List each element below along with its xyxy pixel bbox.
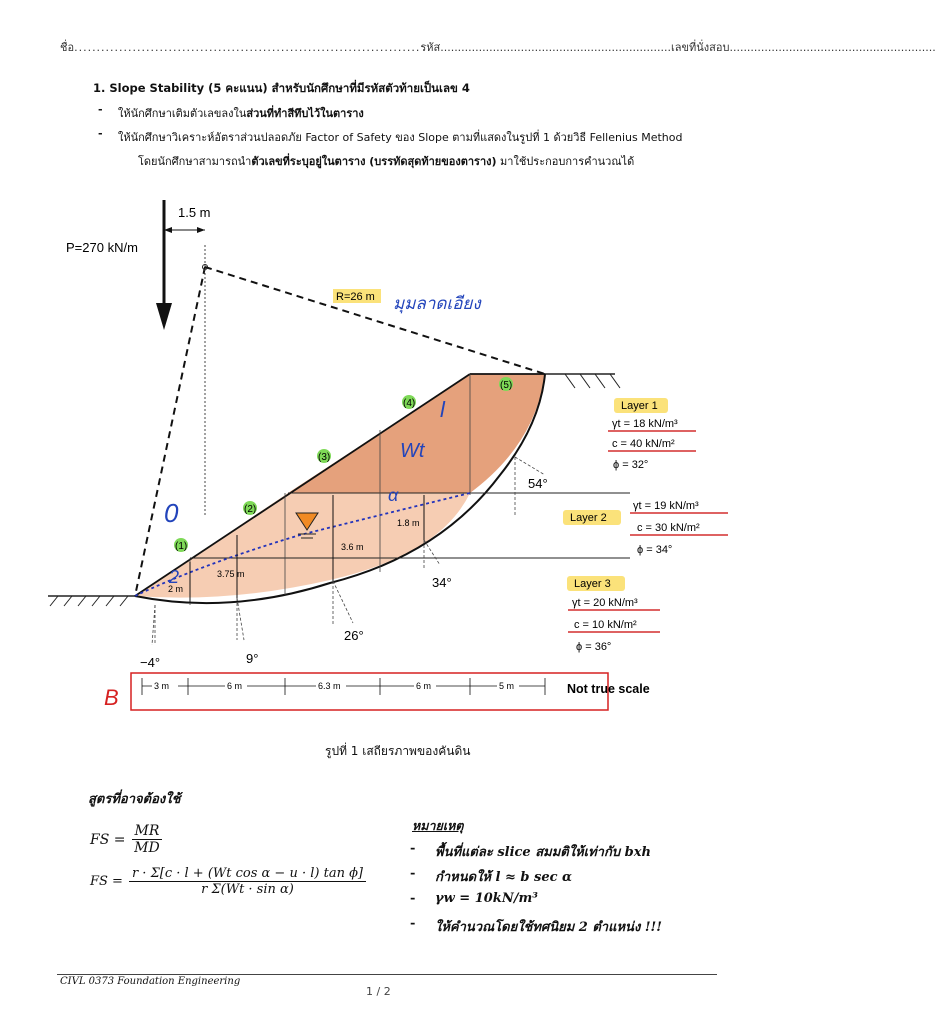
- ground-hatch-left: [50, 596, 128, 606]
- layer-3-name: Layer 3: [574, 578, 611, 590]
- bullet-2: - ให้นักศึกษาวิเคราะห์อัตราส่วนปลอดภัย Factor of Safety ของ Slope ตามที่แสดงในรูปที่ 1 ด้วยวิธี Fellenius Method: [98, 127, 683, 144]
- seat-label: เลขที่นั่งสอบ: [670, 41, 730, 54]
- figure-caption: รูปที่ 1 เสถียรภาพของคันดิน: [325, 744, 471, 758]
- angle-label-2: 9°: [246, 651, 259, 666]
- not-true-scale: Not true scale: [567, 682, 650, 696]
- svg-text:c = 40 kN/m²: c = 40 kN/m²: [612, 438, 675, 450]
- formula-title: สูตรที่อาจต้องใช้: [88, 792, 181, 807]
- layer-1-props: [608, 398, 696, 471]
- slice-label-2: (2): [244, 504, 257, 515]
- angle-label-4: 34°: [432, 575, 452, 590]
- layer-2-props: [563, 500, 728, 556]
- handwritten-wt: Wt: [400, 440, 425, 462]
- handwritten-b: B: [104, 685, 119, 710]
- slice-label-5: (5): [500, 380, 513, 391]
- formula-fs-moment: FS = $\frac{MR}{MD}$: [90, 823, 162, 856]
- handwritten-zero: 0: [164, 498, 179, 528]
- bullet-1: - ให้นักศึกษาเติมตัวเลขลงในส่วนที่ทำสีทึบไว้ในตาราง: [98, 103, 364, 120]
- handwritten-two: 2: [169, 567, 180, 587]
- handwritten-l: l: [440, 397, 445, 422]
- radius-line-left: [135, 267, 205, 596]
- height-label-4: 1.8 m: [397, 518, 420, 528]
- svg-text:ϕ = 36°: ϕ = 36°: [576, 641, 612, 653]
- handwritten-alpha: α: [388, 485, 399, 505]
- note-item-2: - กำหนดให้ l ≈ b sec α: [410, 866, 573, 885]
- footer-divider: [57, 974, 717, 975]
- page-number: 1 / 2: [366, 985, 391, 998]
- radius-label: R=26 m: [336, 291, 375, 303]
- question-title: 1. Slope Stability (5 คะแนน) สำหรับนักศึกษาที่มีรหัสตัวท้ายเป็นเลข 4: [93, 81, 470, 95]
- width-label-1: 3 m: [154, 681, 170, 691]
- layer-1-region: [288, 374, 545, 493]
- svg-text:γt = 20 kN/m³: γt = 20 kN/m³: [572, 597, 638, 609]
- svg-text:ϕ = 34°: ϕ = 34°: [637, 544, 673, 556]
- width-dimension-box: [131, 673, 608, 710]
- angle-label-3: 26°: [344, 628, 364, 643]
- id-label: รหัส: [420, 41, 441, 54]
- note-item-4: - ให้คำนวณโดยใช้ทศนิยม 2 ตำแหน่ง !!!: [410, 916, 662, 935]
- handwritten-note-top: มุมลาดเอียง: [393, 294, 481, 313]
- student-info-line: ชื่อ.............................................................................รหัส..................................................................เลขที่นั่งสอบ...........................................................: [60, 41, 936, 54]
- layer-2-name: Layer 2: [570, 512, 607, 524]
- slope-stability-figure: [0, 185, 768, 725]
- formula-fs-fellenius: FS = $\frac{\text{r · Σ[c · l + (Wt cos α − u · l) tan ϕ]}}{\text{r Σ(Wt · sin α)}}$: [90, 866, 366, 897]
- offset-label: 1.5 m: [178, 205, 211, 220]
- height-label-3: 3.6 m: [341, 542, 364, 552]
- height-label-1: 2 m: [168, 584, 184, 594]
- svg-text:γt = 18 kN/m³: γt = 18 kN/m³: [612, 418, 678, 430]
- angle-label-1: −4°: [140, 655, 161, 670]
- svg-text:ϕ = 32°: ϕ = 32°: [613, 459, 649, 471]
- note-item-1: - พื้นที่แต่ละ slice สมมติให้เท่ากับ bxh: [410, 841, 651, 860]
- layer-1-name: Layer 1: [621, 400, 658, 412]
- layer-3-props: [567, 576, 660, 653]
- radius-line-right: [205, 267, 545, 374]
- width-label-5: 5 m: [499, 681, 515, 691]
- name-label: ชื่อ: [60, 41, 75, 54]
- ground-hatch-right: [565, 374, 620, 388]
- notes-title: หมายเหตุ: [412, 818, 464, 833]
- load-label: P=270 kN/m: [66, 240, 138, 255]
- svg-text:c = 10 kN/m²: c = 10 kN/m²: [574, 619, 637, 631]
- slice-label-1: (1): [175, 541, 188, 552]
- width-label-2: 6 m: [227, 681, 243, 691]
- slice-label-3: (3): [318, 452, 331, 463]
- width-label-3: 6.3 m: [318, 681, 341, 691]
- svg-text:γt = 19 kN/m³: γt = 19 kN/m³: [633, 500, 699, 512]
- height-label-2: 3.75 m: [217, 569, 245, 579]
- load-arrow-head: [156, 303, 172, 330]
- slice-label-4: (4): [403, 398, 416, 409]
- width-label-4: 6 m: [416, 681, 432, 691]
- note-item-3: - γw = 10kN/m³: [410, 891, 538, 906]
- svg-text:c = 30 kN/m²: c = 30 kN/m²: [637, 522, 700, 534]
- bullet-3: โดยนักศึกษาสามารถนำตัวเลขที่ระบุอยู่ในตาราง (บรรทัดสุดท้ายของตาราง) มาใช้ประกอบการคำนวณได้: [138, 155, 635, 168]
- angle-label-5: 54°: [528, 476, 548, 491]
- footer-course: CIVL 0373 Foundation Engineering: [60, 976, 241, 987]
